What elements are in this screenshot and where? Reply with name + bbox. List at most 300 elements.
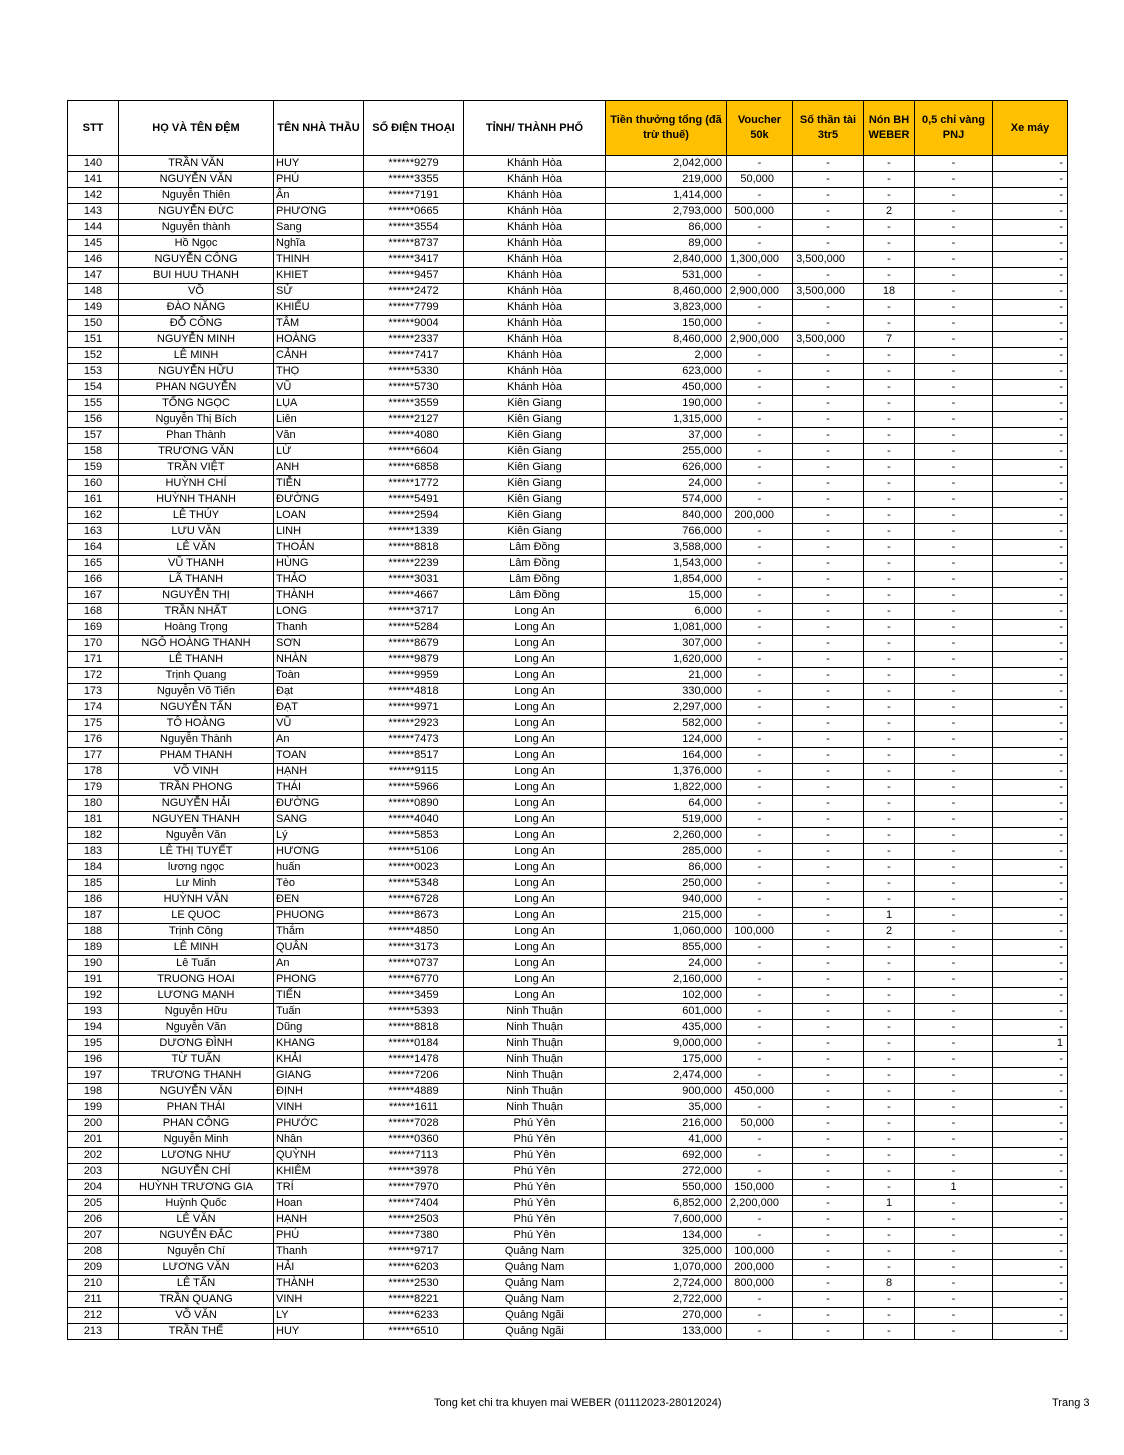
cell-tinh-thanh-pho: Khánh Hòa bbox=[464, 364, 606, 380]
cell-voucher-50k: 1,300,000 bbox=[727, 252, 793, 268]
cell-tien-thuong-tong: 855,000 bbox=[606, 940, 727, 956]
cell-ho-va-ten-dem: HUỲNH TRƯƠNG GIA bbox=[119, 1180, 274, 1196]
cell-vang-pnj: - bbox=[915, 1228, 993, 1244]
cell-ten-nha-thau: THÀNH bbox=[274, 588, 364, 604]
cell-tinh-thanh-pho: Long An bbox=[464, 828, 606, 844]
cell-ho-va-ten-dem: TRẦN THẾ bbox=[119, 1324, 274, 1340]
cell-ho-va-ten-dem: LÊ MINH bbox=[119, 348, 274, 364]
cell-xe-may: - bbox=[993, 796, 1068, 812]
cell-so-than-tai: - bbox=[793, 892, 864, 908]
cell-ten-nha-thau: LOAN bbox=[274, 508, 364, 524]
cell-so-dien-thoai: ******5853 bbox=[364, 828, 464, 844]
cell-so-than-tai: - bbox=[793, 380, 864, 396]
cell-so-than-tai: - bbox=[793, 1100, 864, 1116]
cell-so-than-tai: - bbox=[793, 444, 864, 460]
cell-xe-may: - bbox=[993, 828, 1068, 844]
cell-xe-may: - bbox=[993, 1068, 1068, 1084]
cell-stt: 145 bbox=[68, 236, 119, 252]
cell-tien-thuong-tong: 7,600,000 bbox=[606, 1212, 727, 1228]
cell-tinh-thanh-pho: Khánh Hòa bbox=[464, 300, 606, 316]
cell-voucher-50k: 2,900,000 bbox=[727, 284, 793, 300]
cell-tinh-thanh-pho: Phú Yên bbox=[464, 1148, 606, 1164]
cell-tien-thuong-tong: 582,000 bbox=[606, 716, 727, 732]
cell-voucher-50k: - bbox=[727, 556, 793, 572]
cell-so-dien-thoai: ******2337 bbox=[364, 332, 464, 348]
cell-ten-nha-thau: Thanh bbox=[274, 1244, 364, 1260]
cell-tinh-thanh-pho: Long An bbox=[464, 764, 606, 780]
cell-ho-va-ten-dem: LE QUOC bbox=[119, 908, 274, 924]
cell-tien-thuong-tong: 1,543,000 bbox=[606, 556, 727, 572]
cell-vang-pnj: - bbox=[915, 428, 993, 444]
cell-vang-pnj: - bbox=[915, 364, 993, 380]
cell-stt: 204 bbox=[68, 1180, 119, 1196]
cell-xe-may: - bbox=[993, 908, 1068, 924]
cell-so-dien-thoai: ******6728 bbox=[364, 892, 464, 908]
cell-ho-va-ten-dem: LÊ VĂN bbox=[119, 540, 274, 556]
cell-so-dien-thoai: ******5106 bbox=[364, 844, 464, 860]
cell-xe-may: - bbox=[993, 1212, 1068, 1228]
cell-so-dien-thoai: ******9717 bbox=[364, 1244, 464, 1260]
cell-tien-thuong-tong: 255,000 bbox=[606, 444, 727, 460]
table-row bbox=[68, 972, 1068, 988]
cell-stt: 189 bbox=[68, 940, 119, 956]
table-row bbox=[68, 444, 1068, 460]
cell-voucher-50k: - bbox=[727, 428, 793, 444]
cell-non-bh-weber: - bbox=[864, 828, 915, 844]
cell-tien-thuong-tong: 519,000 bbox=[606, 812, 727, 828]
cell-tinh-thanh-pho: Quảng Ngãi bbox=[464, 1308, 606, 1324]
table-row bbox=[68, 620, 1068, 636]
table-row bbox=[68, 188, 1068, 204]
cell-stt: 147 bbox=[68, 268, 119, 284]
cell-non-bh-weber: - bbox=[864, 412, 915, 428]
cell-vang-pnj: - bbox=[915, 1068, 993, 1084]
cell-vang-pnj: - bbox=[915, 252, 993, 268]
cell-stt: 185 bbox=[68, 876, 119, 892]
cell-xe-may: - bbox=[993, 860, 1068, 876]
cell-tien-thuong-tong: 623,000 bbox=[606, 364, 727, 380]
table-row bbox=[68, 1100, 1068, 1116]
cell-so-than-tai: - bbox=[793, 492, 864, 508]
cell-so-dien-thoai: ******3355 bbox=[364, 172, 464, 188]
cell-ho-va-ten-dem: LƯU VĂN bbox=[119, 524, 274, 540]
cell-so-than-tai: - bbox=[793, 1244, 864, 1260]
cell-so-dien-thoai: ******9959 bbox=[364, 668, 464, 684]
cell-so-than-tai: - bbox=[793, 588, 864, 604]
cell-voucher-50k: 100,000 bbox=[727, 924, 793, 940]
cell-voucher-50k: - bbox=[727, 588, 793, 604]
cell-so-than-tai: - bbox=[793, 684, 864, 700]
cell-tinh-thanh-pho: Quảng Ngãi bbox=[464, 1324, 606, 1340]
cell-stt: 179 bbox=[68, 780, 119, 796]
cell-vang-pnj: - bbox=[915, 1164, 993, 1180]
cell-xe-may: - bbox=[993, 748, 1068, 764]
cell-so-than-tai: - bbox=[793, 828, 864, 844]
cell-vang-pnj: - bbox=[915, 716, 993, 732]
cell-tinh-thanh-pho: Khánh Hòa bbox=[464, 268, 606, 284]
cell-xe-may: - bbox=[993, 1324, 1068, 1340]
table-row bbox=[68, 908, 1068, 924]
cell-tinh-thanh-pho: Khánh Hòa bbox=[464, 380, 606, 396]
cell-so-dien-thoai: ******7191 bbox=[364, 188, 464, 204]
cell-voucher-50k: - bbox=[727, 524, 793, 540]
table-row bbox=[68, 1308, 1068, 1324]
cell-non-bh-weber: - bbox=[864, 1084, 915, 1100]
cell-tien-thuong-tong: 2,160,000 bbox=[606, 972, 727, 988]
cell-so-than-tai: - bbox=[793, 428, 864, 444]
cell-tien-thuong-tong: 2,840,000 bbox=[606, 252, 727, 268]
cell-tien-thuong-tong: 2,000 bbox=[606, 348, 727, 364]
cell-tinh-thanh-pho: Khánh Hòa bbox=[464, 220, 606, 236]
cell-tien-thuong-tong: 2,793,000 bbox=[606, 204, 727, 220]
cell-xe-may: - bbox=[993, 636, 1068, 652]
cell-vang-pnj: - bbox=[915, 220, 993, 236]
cell-ten-nha-thau: KHANG bbox=[274, 1036, 364, 1052]
cell-xe-may: - bbox=[993, 268, 1068, 284]
cell-vang-pnj: - bbox=[915, 812, 993, 828]
cell-so-than-tai: - bbox=[793, 396, 864, 412]
cell-ho-va-ten-dem: LƯƠNG NHƯ bbox=[119, 1148, 274, 1164]
table-row bbox=[68, 1020, 1068, 1036]
cell-tinh-thanh-pho: Long An bbox=[464, 844, 606, 860]
table-row bbox=[68, 1244, 1068, 1260]
cell-vang-pnj: - bbox=[915, 380, 993, 396]
cell-ten-nha-thau: VŨ bbox=[274, 716, 364, 732]
cell-stt: 207 bbox=[68, 1228, 119, 1244]
cell-xe-may: - bbox=[993, 716, 1068, 732]
cell-ho-va-ten-dem: TRẦN VIỆT bbox=[119, 460, 274, 476]
cell-stt: 180 bbox=[68, 796, 119, 812]
cell-voucher-50k: - bbox=[727, 796, 793, 812]
table-row bbox=[68, 204, 1068, 220]
cell-so-dien-thoai: ******3459 bbox=[364, 988, 464, 1004]
cell-so-dien-thoai: ******4850 bbox=[364, 924, 464, 940]
cell-tien-thuong-tong: 840,000 bbox=[606, 508, 727, 524]
cell-ho-va-ten-dem: NGUYỄN VĂN bbox=[119, 1084, 274, 1100]
cell-non-bh-weber: - bbox=[864, 876, 915, 892]
cell-ten-nha-thau: QUỲNH bbox=[274, 1148, 364, 1164]
header-non-bh-weber: Nón BH WEBER bbox=[864, 101, 915, 156]
cell-ten-nha-thau: LỤA bbox=[274, 396, 364, 412]
cell-vang-pnj: - bbox=[915, 684, 993, 700]
cell-non-bh-weber: - bbox=[864, 220, 915, 236]
cell-stt: 150 bbox=[68, 316, 119, 332]
cell-tinh-thanh-pho: Quảng Nam bbox=[464, 1260, 606, 1276]
cell-xe-may: - bbox=[993, 220, 1068, 236]
cell-xe-may: - bbox=[993, 844, 1068, 860]
cell-vang-pnj: - bbox=[915, 460, 993, 476]
cell-tien-thuong-tong: 89,000 bbox=[606, 236, 727, 252]
cell-stt: 163 bbox=[68, 524, 119, 540]
cell-voucher-50k: - bbox=[727, 700, 793, 716]
cell-voucher-50k: - bbox=[727, 908, 793, 924]
cell-ten-nha-thau: Lý bbox=[274, 828, 364, 844]
cell-xe-may: - bbox=[993, 332, 1068, 348]
cell-so-dien-thoai: ******3978 bbox=[364, 1164, 464, 1180]
cell-stt: 192 bbox=[68, 988, 119, 1004]
cell-xe-may: - bbox=[993, 572, 1068, 588]
cell-so-dien-thoai: ******8679 bbox=[364, 636, 464, 652]
cell-ten-nha-thau: HƯƠNG bbox=[274, 844, 364, 860]
cell-ho-va-ten-dem: LÃ THANH bbox=[119, 572, 274, 588]
cell-vang-pnj: - bbox=[915, 956, 993, 972]
cell-tinh-thanh-pho: Khánh Hòa bbox=[464, 284, 606, 300]
cell-xe-may: - bbox=[993, 588, 1068, 604]
cell-tinh-thanh-pho: Long An bbox=[464, 604, 606, 620]
cell-voucher-50k: 150,000 bbox=[727, 1180, 793, 1196]
cell-voucher-50k: 50,000 bbox=[727, 172, 793, 188]
cell-xe-may: - bbox=[993, 1132, 1068, 1148]
cell-stt: 205 bbox=[68, 1196, 119, 1212]
cell-tien-thuong-tong: 35,000 bbox=[606, 1100, 727, 1116]
cell-non-bh-weber: - bbox=[864, 780, 915, 796]
cell-stt: 172 bbox=[68, 668, 119, 684]
cell-so-dien-thoai: ******5491 bbox=[364, 492, 464, 508]
cell-stt: 210 bbox=[68, 1276, 119, 1292]
cell-tien-thuong-tong: 1,376,000 bbox=[606, 764, 727, 780]
cell-xe-may: - bbox=[993, 284, 1068, 300]
table-row bbox=[68, 636, 1068, 652]
table-row bbox=[68, 1260, 1068, 1276]
cell-ho-va-ten-dem: Nguyễn Thành bbox=[119, 732, 274, 748]
cell-non-bh-weber: - bbox=[864, 732, 915, 748]
table-row bbox=[68, 796, 1068, 812]
cell-xe-may: 1 bbox=[993, 1036, 1068, 1052]
cell-ten-nha-thau: An bbox=[274, 956, 364, 972]
cell-so-than-tai: - bbox=[793, 1020, 864, 1036]
cell-tinh-thanh-pho: Ninh Thuận bbox=[464, 1052, 606, 1068]
cell-non-bh-weber: - bbox=[864, 972, 915, 988]
cell-tinh-thanh-pho: Phú Yên bbox=[464, 1228, 606, 1244]
cell-vang-pnj: - bbox=[915, 492, 993, 508]
cell-stt: 143 bbox=[68, 204, 119, 220]
cell-so-dien-thoai: ******7206 bbox=[364, 1068, 464, 1084]
cell-so-dien-thoai: ******7028 bbox=[364, 1116, 464, 1132]
cell-ten-nha-thau: THINH bbox=[274, 252, 364, 268]
table-row bbox=[68, 156, 1068, 172]
table-row bbox=[68, 812, 1068, 828]
cell-ten-nha-thau: PHƯỚC bbox=[274, 1116, 364, 1132]
cell-so-dien-thoai: ******7380 bbox=[364, 1228, 464, 1244]
cell-voucher-50k: - bbox=[727, 1324, 793, 1340]
cell-so-dien-thoai: ******6510 bbox=[364, 1324, 464, 1340]
cell-tinh-thanh-pho: Ninh Thuận bbox=[464, 1084, 606, 1100]
cell-ten-nha-thau: ĐỊNH bbox=[274, 1084, 364, 1100]
cell-xe-may: - bbox=[993, 156, 1068, 172]
header-so-dien-thoai: SỐ ĐIỆN THOẠI bbox=[364, 101, 464, 156]
cell-ten-nha-thau: VINH bbox=[274, 1100, 364, 1116]
cell-non-bh-weber: - bbox=[864, 764, 915, 780]
cell-tien-thuong-tong: 272,000 bbox=[606, 1164, 727, 1180]
table-row bbox=[68, 364, 1068, 380]
cell-voucher-50k: - bbox=[727, 316, 793, 332]
cell-tinh-thanh-pho: Long An bbox=[464, 668, 606, 684]
cell-so-than-tai: - bbox=[793, 668, 864, 684]
cell-tien-thuong-tong: 1,070,000 bbox=[606, 1260, 727, 1276]
table-row bbox=[68, 604, 1068, 620]
table-row bbox=[68, 300, 1068, 316]
cell-voucher-50k: - bbox=[727, 1308, 793, 1324]
cell-xe-may: - bbox=[993, 892, 1068, 908]
cell-stt: 209 bbox=[68, 1260, 119, 1276]
cell-tien-thuong-tong: 601,000 bbox=[606, 1004, 727, 1020]
cell-vang-pnj: - bbox=[915, 1004, 993, 1020]
cell-ten-nha-thau: HUY bbox=[274, 156, 364, 172]
cell-ten-nha-thau: ĐƯỜNG bbox=[274, 492, 364, 508]
table-row bbox=[68, 988, 1068, 1004]
cell-non-bh-weber: - bbox=[864, 1116, 915, 1132]
cell-so-dien-thoai: ******2503 bbox=[364, 1212, 464, 1228]
cell-xe-may: - bbox=[993, 700, 1068, 716]
cell-xe-may: - bbox=[993, 1052, 1068, 1068]
cell-non-bh-weber: 1 bbox=[864, 1196, 915, 1212]
cell-ten-nha-thau: LY bbox=[274, 1308, 364, 1324]
cell-vang-pnj: - bbox=[915, 524, 993, 540]
cell-tien-thuong-tong: 190,000 bbox=[606, 396, 727, 412]
cell-ho-va-ten-dem: NGUYỄN MINH bbox=[119, 332, 274, 348]
table-row bbox=[68, 540, 1068, 556]
cell-xe-may: - bbox=[993, 876, 1068, 892]
cell-ho-va-ten-dem: HUỲNH THANH bbox=[119, 492, 274, 508]
table-row bbox=[68, 1052, 1068, 1068]
cell-xe-may: - bbox=[993, 556, 1068, 572]
cell-ho-va-ten-dem: VŨ THANH bbox=[119, 556, 274, 572]
table-row bbox=[68, 1276, 1068, 1292]
cell-stt: 211 bbox=[68, 1292, 119, 1308]
cell-so-than-tai: - bbox=[793, 460, 864, 476]
cell-vang-pnj: - bbox=[915, 1324, 993, 1340]
cell-tien-thuong-tong: 626,000 bbox=[606, 460, 727, 476]
cell-so-than-tai: - bbox=[793, 972, 864, 988]
table-row bbox=[68, 732, 1068, 748]
cell-voucher-50k: - bbox=[727, 844, 793, 860]
cell-xe-may: - bbox=[993, 524, 1068, 540]
cell-so-dien-thoai: ******5330 bbox=[364, 364, 464, 380]
cell-tinh-thanh-pho: Long An bbox=[464, 748, 606, 764]
cell-voucher-50k: 50,000 bbox=[727, 1116, 793, 1132]
cell-voucher-50k: - bbox=[727, 1148, 793, 1164]
cell-stt: 190 bbox=[68, 956, 119, 972]
cell-non-bh-weber: - bbox=[864, 700, 915, 716]
cell-vang-pnj: - bbox=[915, 892, 993, 908]
cell-stt: 144 bbox=[68, 220, 119, 236]
cell-stt: 181 bbox=[68, 812, 119, 828]
cell-stt: 176 bbox=[68, 732, 119, 748]
cell-stt: 213 bbox=[68, 1324, 119, 1340]
cell-stt: 195 bbox=[68, 1036, 119, 1052]
cell-ho-va-ten-dem: TRUONG HOAI bbox=[119, 972, 274, 988]
cell-non-bh-weber: - bbox=[864, 1100, 915, 1116]
cell-non-bh-weber: - bbox=[864, 1228, 915, 1244]
table-row bbox=[68, 332, 1068, 348]
cell-so-than-tai: - bbox=[793, 732, 864, 748]
cell-so-than-tai: - bbox=[793, 716, 864, 732]
cell-tien-thuong-tong: 2,724,000 bbox=[606, 1276, 727, 1292]
cell-stt: 148 bbox=[68, 284, 119, 300]
cell-ten-nha-thau: SỬ bbox=[274, 284, 364, 300]
cell-ho-va-ten-dem: TRẦN VĂN bbox=[119, 156, 274, 172]
cell-non-bh-weber: - bbox=[864, 492, 915, 508]
cell-ten-nha-thau: PHONG bbox=[274, 972, 364, 988]
cell-so-than-tai: 3,500,000 bbox=[793, 284, 864, 300]
cell-voucher-50k: - bbox=[727, 396, 793, 412]
table-row bbox=[68, 1180, 1068, 1196]
cell-ten-nha-thau: HẢI bbox=[274, 1260, 364, 1276]
cell-tien-thuong-tong: 2,042,000 bbox=[606, 156, 727, 172]
cell-voucher-50k: - bbox=[727, 188, 793, 204]
cell-ho-va-ten-dem: HUỲNH CHÍ bbox=[119, 476, 274, 492]
cell-tien-thuong-tong: 134,000 bbox=[606, 1228, 727, 1244]
cell-so-than-tai: - bbox=[793, 1052, 864, 1068]
cell-tinh-thanh-pho: Ninh Thuận bbox=[464, 1100, 606, 1116]
cell-non-bh-weber: - bbox=[864, 1036, 915, 1052]
cell-xe-may: - bbox=[993, 972, 1068, 988]
table-row bbox=[68, 1196, 1068, 1212]
cell-vang-pnj: - bbox=[915, 1020, 993, 1036]
cell-vang-pnj: - bbox=[915, 508, 993, 524]
table-row bbox=[68, 828, 1068, 844]
cell-vang-pnj: - bbox=[915, 844, 993, 860]
table-row bbox=[68, 556, 1068, 572]
cell-xe-may: - bbox=[993, 764, 1068, 780]
cell-ho-va-ten-dem: TRẦN PHONG bbox=[119, 780, 274, 796]
cell-voucher-50k: 500,000 bbox=[727, 204, 793, 220]
cell-so-than-tai: - bbox=[793, 1196, 864, 1212]
cell-so-than-tai: - bbox=[793, 1164, 864, 1180]
cell-tinh-thanh-pho: Phú Yên bbox=[464, 1196, 606, 1212]
cell-vang-pnj: - bbox=[915, 764, 993, 780]
cell-so-than-tai: - bbox=[793, 1308, 864, 1324]
cell-tinh-thanh-pho: Long An bbox=[464, 812, 606, 828]
table-row bbox=[68, 1148, 1068, 1164]
header-so-than-tai: Số thần tài 3tr5 bbox=[793, 101, 864, 156]
cell-tien-thuong-tong: 41,000 bbox=[606, 1132, 727, 1148]
cell-ten-nha-thau: Tuấn bbox=[274, 1004, 364, 1020]
cell-so-than-tai: - bbox=[793, 876, 864, 892]
cell-xe-may: - bbox=[993, 1180, 1068, 1196]
cell-xe-may: - bbox=[993, 668, 1068, 684]
cell-non-bh-weber: - bbox=[864, 364, 915, 380]
cell-tien-thuong-tong: 900,000 bbox=[606, 1084, 727, 1100]
cell-so-than-tai: - bbox=[793, 620, 864, 636]
cell-xe-may: - bbox=[993, 940, 1068, 956]
cell-xe-may: - bbox=[993, 508, 1068, 524]
cell-so-than-tai: - bbox=[793, 1116, 864, 1132]
cell-xe-may: - bbox=[993, 732, 1068, 748]
cell-voucher-50k: - bbox=[727, 636, 793, 652]
cell-so-dien-thoai: ******9004 bbox=[364, 316, 464, 332]
cell-so-than-tai: - bbox=[793, 1036, 864, 1052]
cell-vang-pnj: - bbox=[915, 284, 993, 300]
cell-vang-pnj: - bbox=[915, 1132, 993, 1148]
cell-so-than-tai: - bbox=[793, 316, 864, 332]
cell-xe-may: - bbox=[993, 188, 1068, 204]
cell-so-dien-thoai: ******5393 bbox=[364, 1004, 464, 1020]
cell-so-dien-thoai: ******4889 bbox=[364, 1084, 464, 1100]
cell-tien-thuong-tong: 550,000 bbox=[606, 1180, 727, 1196]
cell-tinh-thanh-pho: Khánh Hòa bbox=[464, 236, 606, 252]
cell-vang-pnj: - bbox=[915, 1100, 993, 1116]
cell-so-dien-thoai: ******2594 bbox=[364, 508, 464, 524]
cell-so-than-tai: - bbox=[793, 1324, 864, 1340]
cell-tien-thuong-tong: 330,000 bbox=[606, 684, 727, 700]
cell-tien-thuong-tong: 2,260,000 bbox=[606, 828, 727, 844]
cell-ho-va-ten-dem: Phan Thành bbox=[119, 428, 274, 444]
cell-non-bh-weber: - bbox=[864, 652, 915, 668]
cell-ho-va-ten-dem: VÕ VĂN bbox=[119, 1308, 274, 1324]
cell-vang-pnj: - bbox=[915, 1308, 993, 1324]
cell-ho-va-ten-dem: NGUYEN THANH bbox=[119, 812, 274, 828]
